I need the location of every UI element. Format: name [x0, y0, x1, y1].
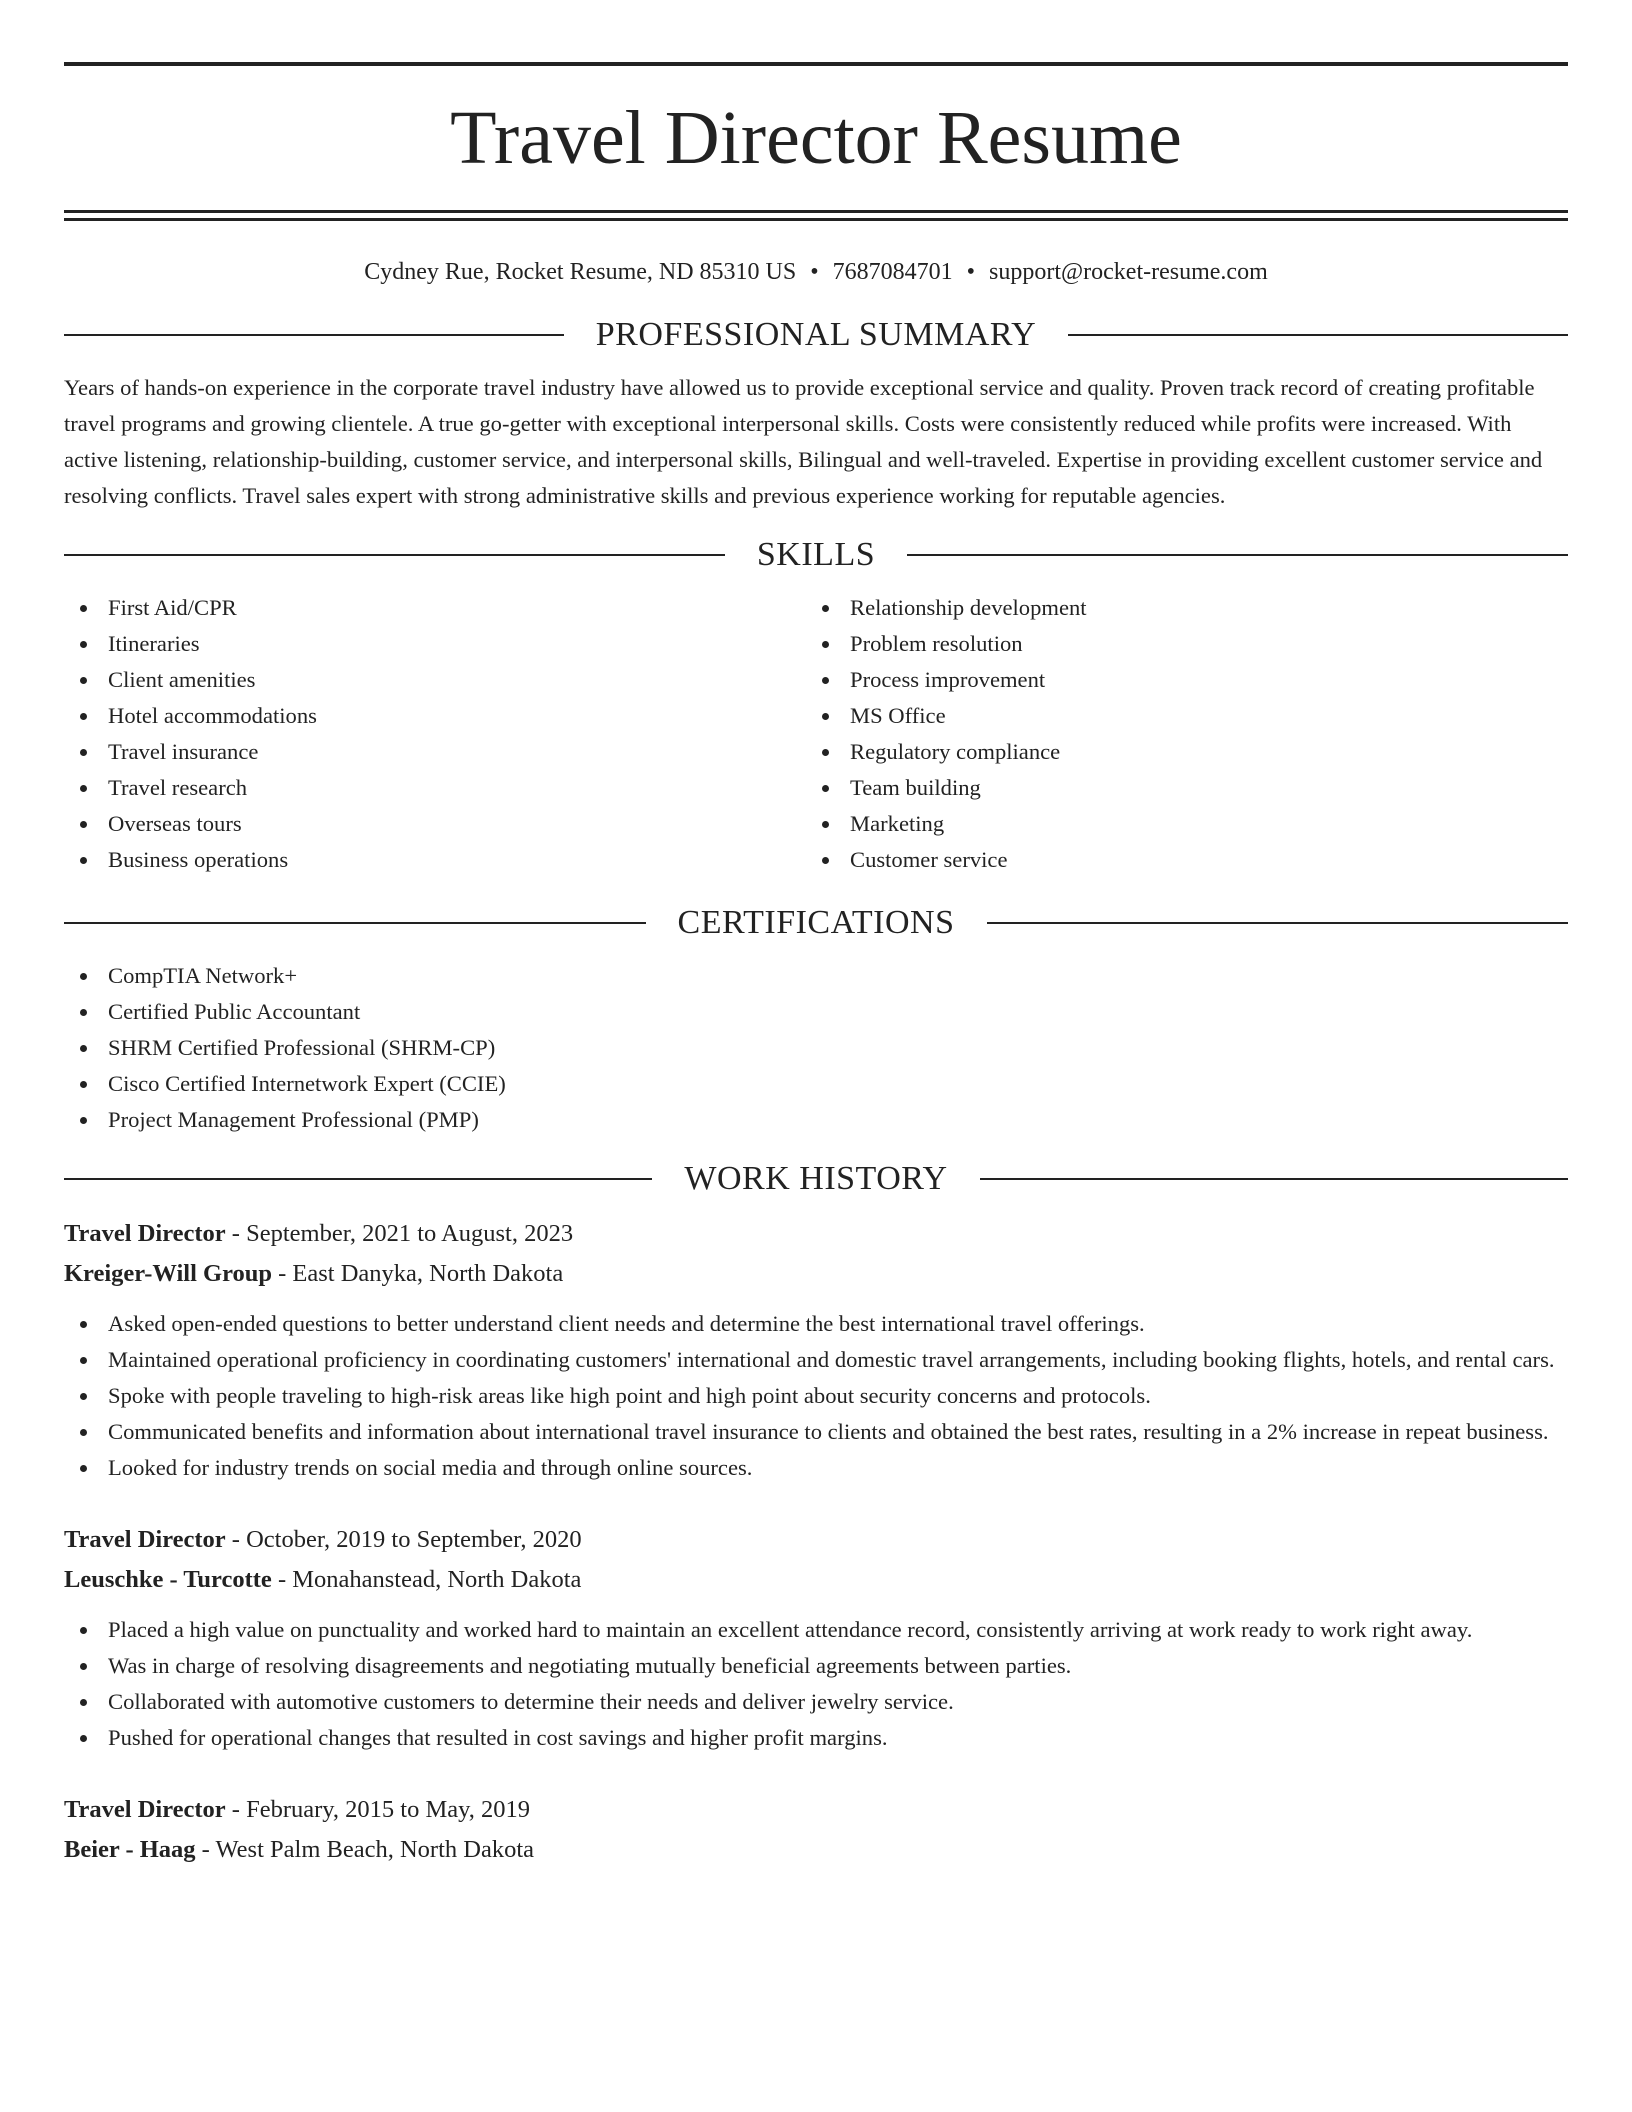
certification-item: CompTIA Network+ [64, 958, 1568, 994]
job-entry [64, 1790, 1568, 1870]
skill-item: Relationship development [806, 590, 1548, 626]
job-title: Travel Director [64, 1796, 226, 1823]
skill-item: Travel research [64, 770, 806, 806]
certifications-heading-label: CERTIFICATIONS [677, 904, 955, 941]
job-bullet-list [64, 1612, 1568, 1756]
heading-rule-left [64, 1178, 652, 1180]
skills-grid [64, 590, 1568, 878]
contact-separator: • [810, 259, 819, 285]
job-bullet: Placed a high value on punctuality and worked hard to maintain an excellent attendance record, consistently arriving at work ready to work right away. [64, 1612, 1568, 1648]
job-company-line [64, 1830, 1568, 1870]
contact-line [64, 259, 1568, 286]
job-company-line [64, 1254, 1568, 1294]
work-section-heading [64, 1160, 1568, 1198]
job-bullet-list [64, 1306, 1568, 1486]
work-history-list [64, 1214, 1568, 1870]
skill-item: Regulatory compliance [806, 734, 1548, 770]
skills-heading-label: SKILLS [756, 536, 876, 573]
work-heading-label: WORK HISTORY [684, 1160, 948, 1197]
summary-text: Years of hands-on experience in the corporate travel industry have allowed us to provide exceptional service and quality. Proven track record of creating profitable travel programs and growing clientele. A true go-getter with exceptional interpersonal skills. Costs were consistently reduced while profits were increased. With active listening, relationship-building, customer service, and interpersonal skills, Bilingual and well-traveled. Expertise in providing excellent customer service and resolving conflicts. Travel sales expert with strong administrative skills and previous experience working for reputable agencies. [64, 375, 1543, 508]
job-title-line [64, 1214, 1568, 1254]
resume-page [64, 62, 1568, 1904]
skill-item: Hotel accommodations [64, 698, 806, 734]
heading-rule-left [64, 334, 564, 336]
certification-item: Project Management Professional (PMP) [64, 1102, 1568, 1138]
job-company: Beier - Haag [64, 1836, 196, 1863]
job-title-line [64, 1790, 1568, 1830]
job-location: - East Danyka, North Dakota [272, 1260, 564, 1287]
job-bullet: Maintained operational proficiency in coordinating customers' international and domestic travel arrangements, including booking flights, hotels, and rental cars. [64, 1342, 1568, 1378]
skill-item: Process improvement [806, 662, 1548, 698]
top-rule [64, 62, 1568, 66]
job-bullet: Looked for industry trends on social media and through online sources. [64, 1450, 1568, 1486]
contact-phone: 7687084701 [832, 259, 953, 285]
heading-rule-right [980, 1178, 1568, 1180]
job-location: - Monahanstead, North Dakota [271, 1566, 582, 1593]
job-dates: - September, 2021 to August, 2023 [225, 1220, 574, 1247]
certifications-section-heading [64, 904, 1568, 942]
job-title: Travel Director [64, 1220, 226, 1247]
certification-item: Certified Public Accountant [64, 994, 1568, 1030]
job-entry [64, 1520, 1568, 1756]
skill-item: Itineraries [64, 626, 806, 662]
job-title: Travel Director [64, 1526, 226, 1553]
job-bullet: Spoke with people traveling to high-risk areas like high point and high point about security concerns and protocols. [64, 1378, 1568, 1414]
summary-section-heading [64, 316, 1568, 354]
job-dates: - October, 2019 to September, 2020 [225, 1526, 582, 1553]
job-bullet: Pushed for operational changes that resulted in cost savings and higher profit margins. [64, 1720, 1568, 1756]
job-dates: - February, 2015 to May, 2019 [225, 1796, 531, 1823]
skills-section-heading [64, 536, 1568, 574]
skills-column-right [806, 590, 1548, 878]
certification-item: Cisco Certified Internetwork Expert (CCIE) [64, 1066, 1568, 1102]
contact-address: Cydney Rue, Rocket Resume, ND 85310 US [364, 259, 797, 285]
job-bullet: Was in charge of resolving disagreements and negotiating mutually beneficial agreements between parties. [64, 1648, 1568, 1684]
page-title: Travel Director Resume [450, 96, 1182, 180]
skill-item: Travel insurance [64, 734, 806, 770]
job-bullet: Asked open-ended questions to better understand client needs and determine the best international travel offerings. [64, 1306, 1568, 1342]
skill-item: Client amenities [64, 662, 806, 698]
contact-separator: • [966, 259, 976, 285]
skills-column-left [64, 590, 806, 878]
skill-item: Problem resolution [806, 626, 1548, 662]
job-bullet: Collaborated with automotive customers to determine their needs and deliver jewelry service. [64, 1684, 1568, 1720]
heading-rule-right [987, 922, 1569, 924]
skill-item: Marketing [806, 806, 1548, 842]
heading-rule-right [907, 554, 1568, 556]
heading-rule-right [1068, 334, 1568, 336]
job-entry [64, 1214, 1568, 1486]
skill-item: Overseas tours [64, 806, 806, 842]
job-bullet: Communicated benefits and information about international travel insurance to clients and obtained the best rates, resulting in a 2% increase in repeat business. [64, 1414, 1568, 1450]
certifications-list [64, 958, 1568, 1138]
job-location: - West Palm Beach, North Dakota [195, 1836, 535, 1863]
job-company: Leuschke - Turcotte [64, 1566, 272, 1593]
skill-item: Customer service [806, 842, 1548, 878]
heading-rule-left [64, 922, 646, 924]
skill-item: First Aid/CPR [64, 590, 806, 626]
contact-email: support@rocket-resume.com [989, 259, 1268, 285]
certification-item: SHRM Certified Professional (SHRM-CP) [64, 1030, 1568, 1066]
job-title-line [64, 1520, 1568, 1560]
skill-item: MS Office [806, 698, 1548, 734]
job-company: Kreiger-Will Group [64, 1260, 273, 1287]
heading-rule-left [64, 554, 725, 556]
skill-item: Business operations [64, 842, 806, 878]
job-company-line [64, 1560, 1568, 1600]
summary-heading-label: PROFESSIONAL SUMMARY [595, 316, 1037, 353]
skill-item: Team building [806, 770, 1548, 806]
title-double-rule [64, 210, 1568, 221]
